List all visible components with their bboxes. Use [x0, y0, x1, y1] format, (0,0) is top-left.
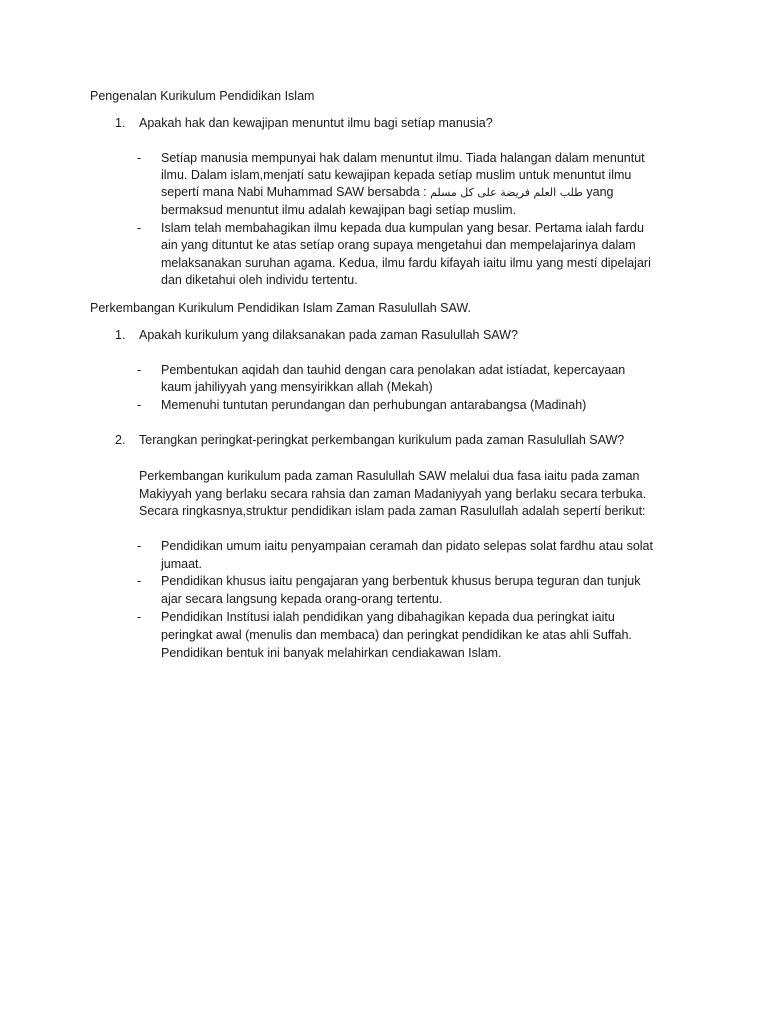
bullet-dash: - — [137, 610, 142, 624]
bullet-line: Pendidikan umum iaitu penyampaian ceramah dan pidato selepas solat fardhu atau solat — [161, 539, 653, 553]
bullet-line: Pendidikan Instítusi ialah pendidikan yang dibahagikan kepada dua peringkat iaitu — [161, 610, 615, 624]
bullet-line-with-hadith — [161, 184, 614, 202]
section-2-title: Perkembangan Kurikulum Pendidikan Islam Zaman Rasulullah SAW. — [90, 301, 471, 315]
bullet-line: Islam telah membahagikan ilmu kepada dua kumpulan yang besar. Pertama ialah fardu — [161, 221, 644, 235]
paragraph-line: Perkembangan kurikulum pada zaman Rasulullah SAW melalui dua fasa iaitu pada zaman — [139, 469, 640, 483]
paragraph-line: Secara ringkasnya,struktur pendidikan islam pada zaman Rasulullah adalah sepertí berikut: — [139, 504, 646, 518]
bullet-dash: - — [137, 574, 142, 588]
bullet-line: Pendidikan bentuk ini banyak melahirkan cendiakawan Islam. — [161, 646, 502, 660]
bullet-dash: - — [137, 539, 142, 553]
bullet-line: Memenuhi tuntutan perundangan dan perhubungan antarabangsa (Madinah) — [161, 398, 587, 412]
bullet-dash: - — [137, 221, 142, 235]
bullet-line: kaum jahiliyyah yang mensyirikkan allah (Mekah) — [161, 380, 433, 394]
arabic-hadith: طلب العلم فريضة على كل مسلم — [430, 186, 583, 199]
bullet-line: jumaat. — [161, 557, 202, 571]
section-1-title: Pengenalan Kurikulum Pendidikan Islam — [90, 89, 315, 103]
question-number: 2. — [115, 433, 126, 447]
question-text: Terangkan peringkat-peringkat perkembangan kurikulum pada zaman Rasulullah SAW? — [139, 433, 625, 447]
bullet-dash: - — [137, 398, 142, 412]
bullet-dash: - — [137, 363, 142, 377]
question-number: 1. — [115, 116, 126, 130]
bullet-line-before: sepertí mana Nabi Muhammad SAW bersabda : — [161, 185, 431, 199]
question-text: Apakah hak dan kewajipan menuntut ilmu bagi setíap manusia? — [139, 116, 493, 130]
bullet-line: Setíap manusia mempunyai hak dalam menuntut ilmu. Tiada halangan dalam menuntut — [161, 151, 645, 165]
bullet-line: ilmu. Dalam islam,menjatí satu kewajipan kepada setíap muslim untuk menuntut ilmu — [161, 168, 632, 182]
bullet-dash: - — [137, 151, 142, 165]
bullet-line-after: yang — [582, 185, 614, 199]
bullet-line: dan diketahui oleh individu tertentu. — [161, 273, 358, 287]
bullet-line: bermaksud menuntut ilmu adalah kewajipan bagi setíap muslim. — [161, 203, 517, 217]
question-number: 1. — [115, 328, 126, 342]
paragraph-line: Makiyyah yang berlaku secara rahsia dan zaman Madaniyyah yang berlaku secara terbuka. — [139, 487, 647, 501]
bullet-line: melaksanakan suruhan agama. Kedua, ilmu fardu kifayah iaitu ilmu yang mestí dipelajari — [161, 256, 651, 270]
bullet-line: Pendidikan khusus iaitu pengajaran yang berbentuk khusus berupa teguran dan tunjuk — [161, 574, 641, 588]
bullet-line: Pembentukan aqidah dan tauhid dengan cara penolakan adat istíadat, kepercayaan — [161, 363, 626, 377]
bullet-line: ain yang dituntut ke atas setíap orang supaya mengetahui dan mempelajarinya dalam — [161, 238, 636, 252]
bullet-line: peringkat awal (menulis dan membaca) dan peringkat pendidikan ke atas ahli Suffah. — [161, 628, 632, 642]
bullet-line: ajar secara langsung kepada orang-orang tertentu. — [161, 592, 443, 606]
question-text: Apakah kurikulum yang dilaksanakan pada zaman Rasulullah SAW? — [139, 328, 518, 342]
